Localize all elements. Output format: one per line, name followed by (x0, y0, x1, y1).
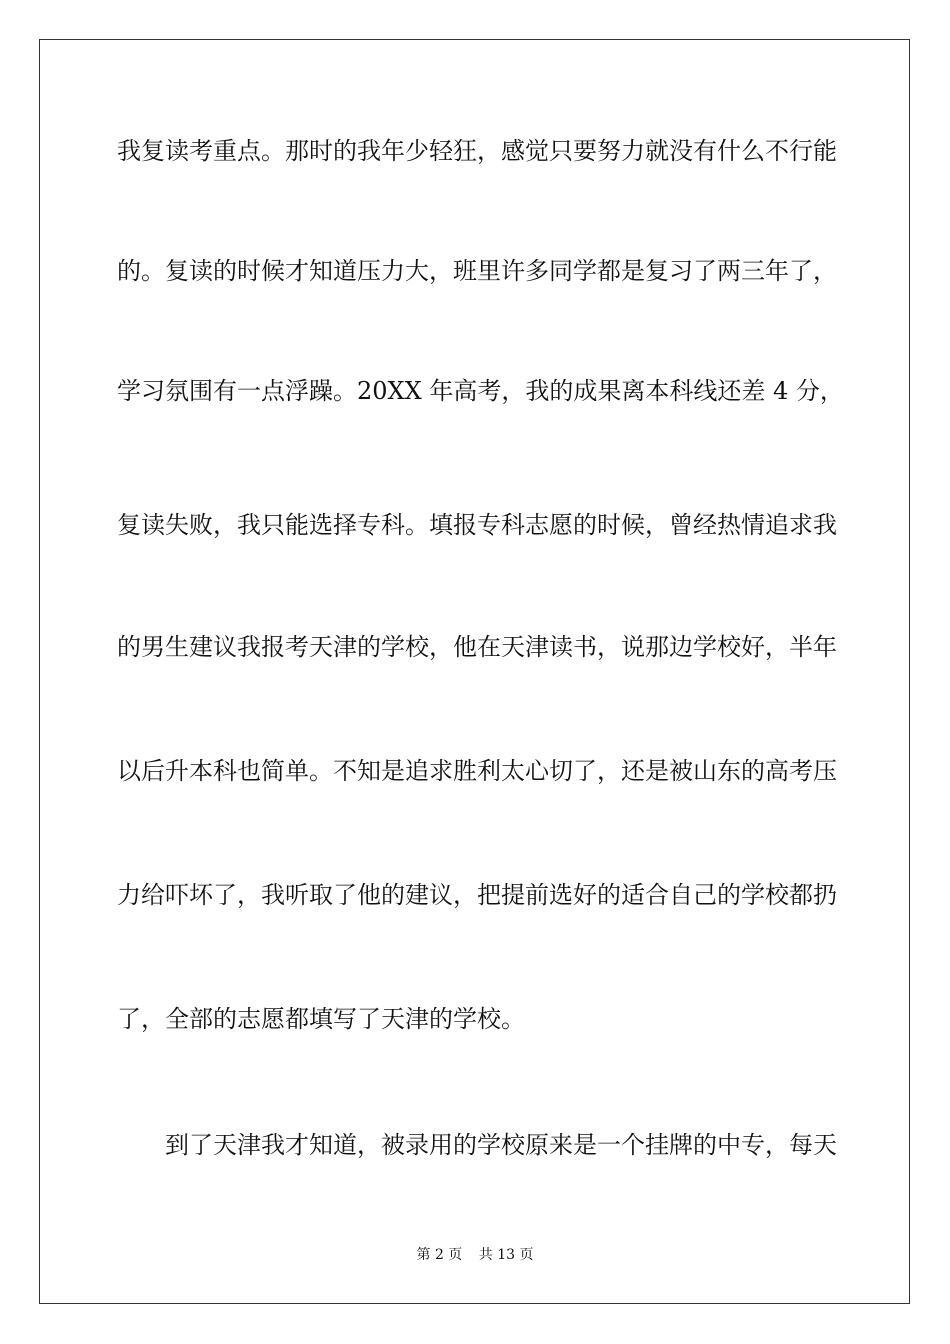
paragraph-line: 复读失败，我只能选择专科。填报专科志愿的时候，曾经热情追求我 (117, 511, 837, 539)
paragraph-line: 我复读考重点。那时的我年少轻狂，感觉只要努力就没有什么不行能 (117, 137, 837, 165)
page-border (39, 39, 910, 1304)
paragraph-line: 的。复读的时候才知道压力大，班里许多同学都是复习了两三年了， (117, 257, 837, 285)
paragraph-line: 力给吓坏了，我听取了他的建议，把提前选好的适合自己的学校都扔 (117, 881, 837, 909)
paragraph-line: 学习氛围有一点浮躁。20XX 年高考，我的成果离本科线还差 4 分， (117, 377, 844, 405)
page-number: 第 2 页 (416, 1247, 463, 1263)
page-total: 共 13 页 (478, 1247, 534, 1263)
paragraph-line: 以后升本科也简单。不知是追求胜利太心切了，还是被山东的高考压 (117, 757, 837, 785)
paragraph-line-indented: 到了天津我才知道，被录用的学校原来是一个挂牌的中专，每天 (165, 1131, 837, 1159)
page-footer (0, 1246, 950, 1264)
paragraph-line: 的男生建议我报考天津的学校，他在天津读书，说那边学校好，半年 (117, 633, 837, 661)
paragraph-line: 了，全部的志愿都填写了天津的学校。 (117, 1005, 525, 1033)
